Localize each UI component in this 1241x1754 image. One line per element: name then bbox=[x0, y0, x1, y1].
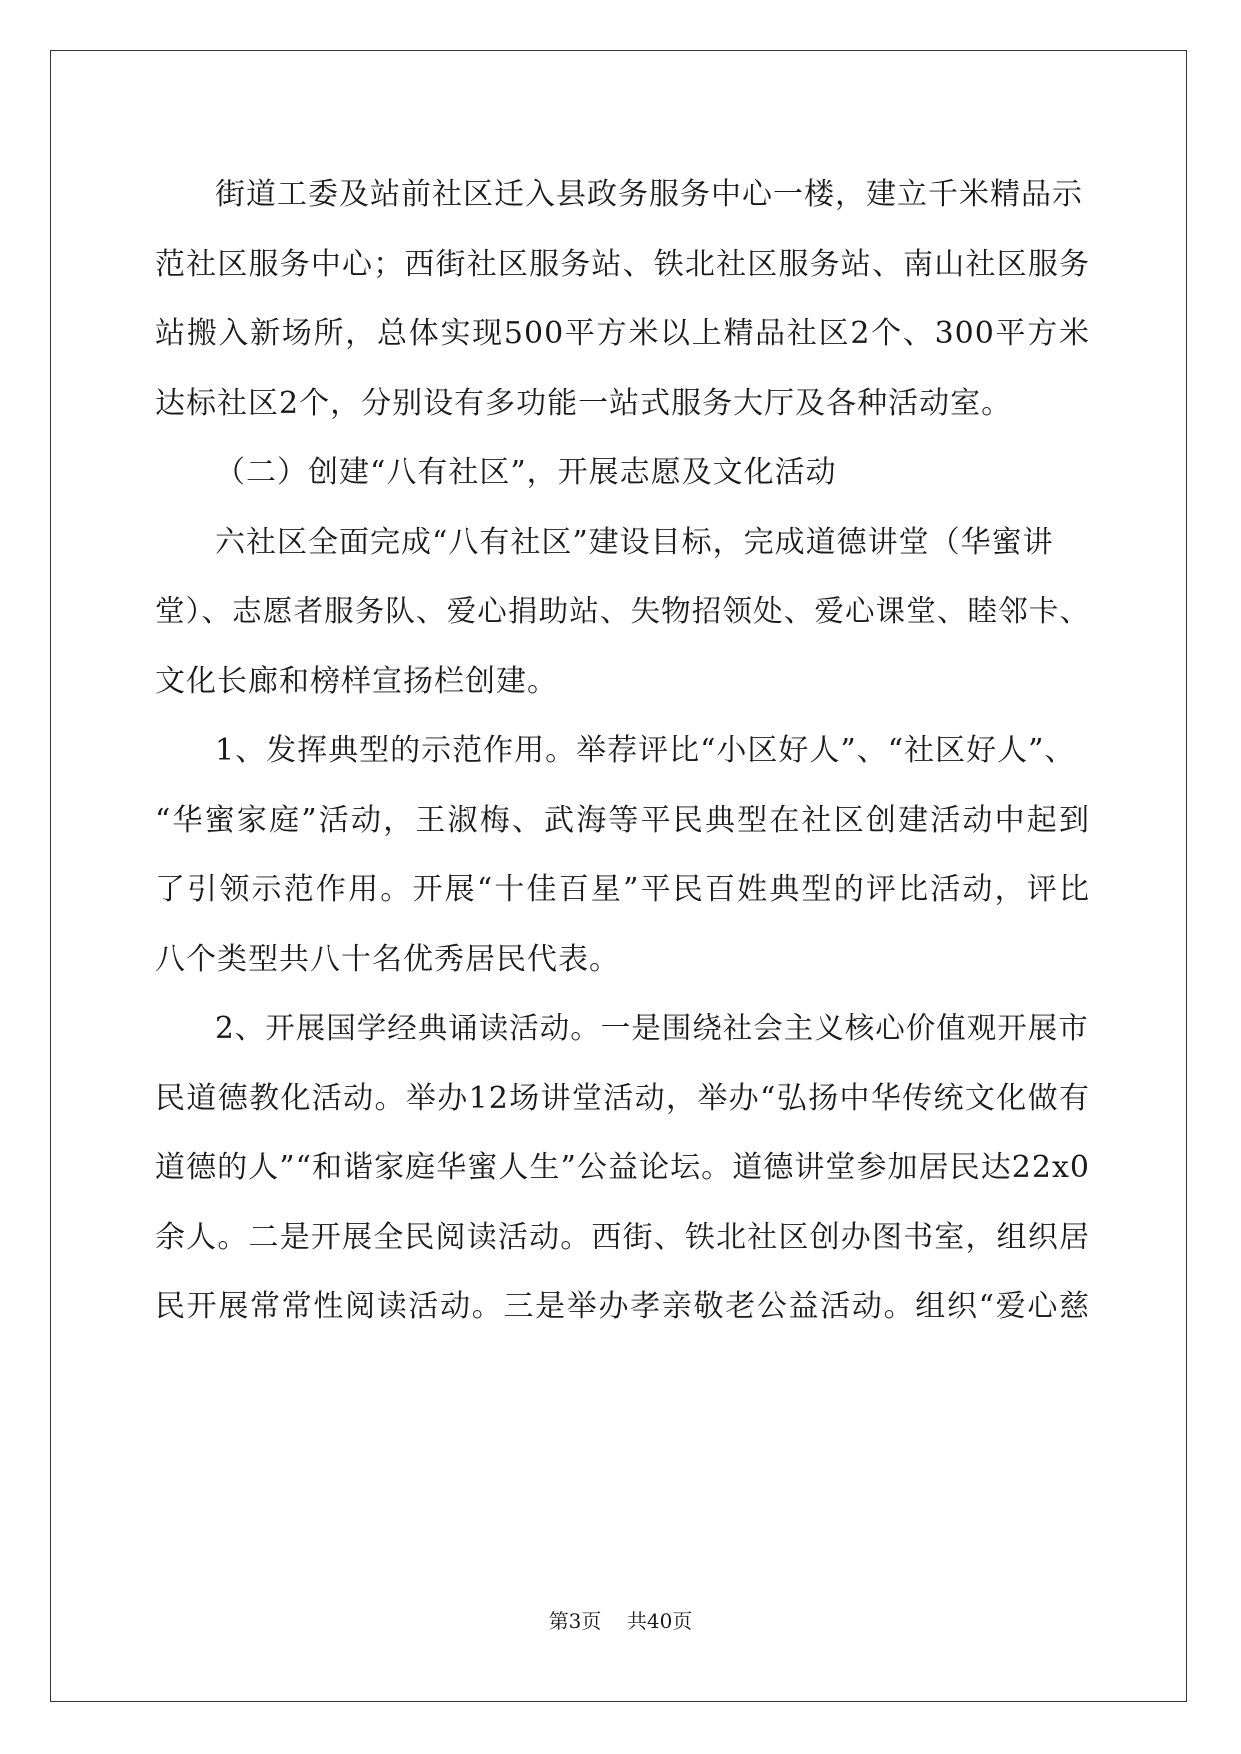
paragraph-line-16: 余人。二是开展全民阅读活动。西街、铁北社区创办图书室，组织居 bbox=[155, 1219, 1090, 1255]
document-body bbox=[155, 160, 1090, 1342]
paragraph-line-13: 2、开展国学经典诵读活动。一是围绕社会主义核心价值观开展市 bbox=[215, 1011, 1089, 1045]
paragraph-line-9: 1、发挥典型的示范作用。举荐评比“小区好人”、“社区好人”、 bbox=[215, 733, 1076, 768]
paragraph-line-1: 街道工委及站前社区迁入县政务服务中心一楼，建立千米精品示 bbox=[215, 177, 1083, 212]
paragraph-line-8: 文化长廊和榜样宣扬栏创建。 bbox=[155, 663, 558, 699]
paragraph-line-3: 站搬入新场所，总体实现500平方米以上精品社区2个、300平方米 bbox=[155, 316, 1090, 351]
paragraph-line-14: 民道德教化活动。举办12场讲堂活动，举办“弘扬中华传统文化做有 bbox=[155, 1080, 1090, 1116]
section-heading: （二）创建“八有社区”，开展志愿及文化活动 bbox=[215, 455, 837, 490]
paragraph-line-17: 民开展常常性阅读活动。三是举办孝亲敬老公益活动。组织“爱心慈 bbox=[155, 1289, 1090, 1324]
paragraph-line-11: 了引领示范作用。开展“十佳百星”平民百姓典型的评比活动，评比 bbox=[155, 872, 1090, 907]
page-total: 共40页 bbox=[626, 1609, 693, 1633]
paragraph-line-15: 道德的人”“和谐家庭华蜜人生”公益论坛。道德讲堂参加居民达22x0 bbox=[155, 1150, 1090, 1185]
paragraph-line-7: 堂）、志愿者服务队、爱心捐助站、失物招领处、爱心课堂、睦邻卡、 bbox=[155, 594, 1090, 628]
page-footer bbox=[0, 1605, 1241, 1634]
paragraph-line-4: 达标社区2个，分别设有多功能一站式服务大厅及各种活动室。 bbox=[155, 385, 1013, 421]
paragraph-line-2: 范社区服务中心；西街社区服务站、铁北社区服务站、南山社区服务 bbox=[155, 246, 1090, 282]
paragraph-line-6: 六社区全面完成“八有社区”建设目标，完成道德讲堂（华蜜讲 bbox=[215, 524, 1054, 560]
paragraph-line-10: “华蜜家庭”活动，王淑梅、武海等平民典型在社区创建活动中起到 bbox=[155, 802, 1090, 838]
page-number: 第3页 bbox=[548, 1609, 602, 1633]
paragraph-line-12: 八个类型共八十名优秀居民代表。 bbox=[155, 941, 620, 977]
